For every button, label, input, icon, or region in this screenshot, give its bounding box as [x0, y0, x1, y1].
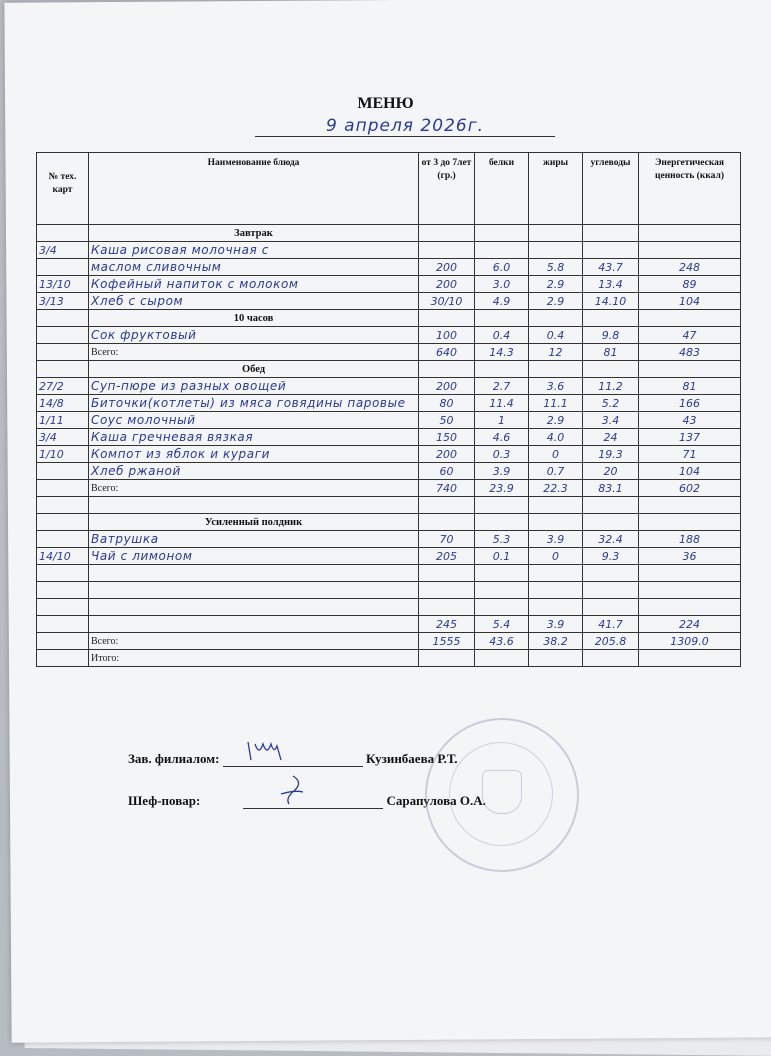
protein-cell: 14.3 [475, 344, 529, 361]
fat-cell: 22.3 [529, 480, 583, 497]
menu-table [36, 152, 741, 667]
energy-cell: 224 [639, 616, 741, 633]
portion-cell: 200 [419, 378, 475, 395]
empty-cell [419, 497, 475, 514]
section-label: 10 часов [89, 310, 419, 327]
empty-cell [583, 582, 639, 599]
page-title: МЕНЮ [357, 95, 414, 112]
fat-cell: 0 [529, 446, 583, 463]
dish-name-cell: Чай с лимоном [89, 548, 419, 565]
table-row [37, 395, 741, 412]
total-label: Итого: [89, 650, 419, 667]
tech-card-cell [37, 344, 89, 361]
protein-cell: 3.0 [475, 276, 529, 293]
section-empty-cell [475, 225, 529, 242]
total-row [37, 480, 741, 497]
section-card-cell [37, 310, 89, 327]
fat-cell: 3.6 [529, 378, 583, 395]
table-row [37, 327, 741, 344]
portion-cell: 50 [419, 412, 475, 429]
portion-cell: 740 [419, 480, 475, 497]
header-energy: Энергетическая ценность (ккал) [639, 153, 741, 225]
table-row [37, 548, 741, 565]
tech-card-cell: 14/8 [37, 395, 89, 412]
section-empty-cell [639, 310, 741, 327]
empty-cell [583, 565, 639, 582]
total-label: Всего: [89, 633, 419, 650]
protein-cell: 2.7 [475, 378, 529, 395]
protein-cell: 4.6 [475, 429, 529, 446]
section-empty-cell [419, 514, 475, 531]
section-row [37, 310, 741, 327]
dish-name-cell: Каша гречневая вязкая [89, 429, 419, 446]
menu-date: 9 апреля 2026г. [255, 118, 555, 137]
empty-cell [639, 565, 741, 582]
empty-cell [37, 582, 89, 599]
protein-cell: 0.3 [475, 446, 529, 463]
empty-cell [475, 599, 529, 616]
head-name: Кузинбаева Р.Т. [366, 751, 458, 766]
section-empty-cell [529, 310, 583, 327]
total-row [37, 344, 741, 361]
empty-cell [419, 565, 475, 582]
section-empty-cell [475, 514, 529, 531]
tech-card-cell [37, 480, 89, 497]
carbs-cell: 11.2 [583, 378, 639, 395]
portion-cell: 200 [419, 259, 475, 276]
portion-cell: 200 [419, 446, 475, 463]
table-row [37, 293, 741, 310]
blank-row [37, 599, 741, 616]
table-row [37, 463, 741, 480]
table-row [37, 412, 741, 429]
protein-cell [475, 242, 529, 259]
tech-card-cell [37, 633, 89, 650]
energy-cell [639, 650, 741, 667]
protein-cell [475, 650, 529, 667]
table-row [37, 531, 741, 548]
energy-cell: 47 [639, 327, 741, 344]
header-dish-name: Наименование блюда [89, 153, 419, 225]
tech-card-cell [37, 463, 89, 480]
protein-cell: 5.3 [475, 531, 529, 548]
dish-name-cell: Хлеб ржаной [89, 463, 419, 480]
protein-cell: 1 [475, 412, 529, 429]
head-signature-line [223, 748, 363, 767]
total-row [37, 650, 741, 667]
chef-signature-scribble-icon [273, 772, 313, 806]
section-empty-cell [419, 310, 475, 327]
carbs-cell: 19.3 [583, 446, 639, 463]
protein-cell: 0.4 [475, 327, 529, 344]
empty-cell [419, 582, 475, 599]
energy-cell: 137 [639, 429, 741, 446]
dish-name-cell: маслом сливочным [89, 259, 419, 276]
portion-cell: 205 [419, 548, 475, 565]
header-portion: от 3 до 7лет (гр.) [419, 153, 475, 225]
header-protein: белки [475, 153, 529, 225]
empty-cell [475, 582, 529, 599]
portion-cell [419, 650, 475, 667]
portion-cell: 200 [419, 276, 475, 293]
carbs-cell: 20 [583, 463, 639, 480]
fat-cell: 12 [529, 344, 583, 361]
protein-cell: 4.9 [475, 293, 529, 310]
section-empty-cell [475, 361, 529, 378]
empty-cell [639, 582, 741, 599]
chef-name: Сарапулова О.А. [386, 793, 486, 808]
section-empty-cell [583, 361, 639, 378]
carbs-cell: 9.3 [583, 548, 639, 565]
portion-cell [419, 242, 475, 259]
tech-card-cell: 27/2 [37, 378, 89, 395]
portion-cell: 60 [419, 463, 475, 480]
carbs-cell: 9.8 [583, 327, 639, 344]
fat-cell: 3.9 [529, 616, 583, 633]
energy-cell: 43 [639, 412, 741, 429]
dish-name-cell: Компот из яблок и кураги [89, 446, 419, 463]
fat-cell: 0 [529, 548, 583, 565]
energy-cell: 248 [639, 259, 741, 276]
energy-cell: 1309.0 [639, 633, 741, 650]
empty-cell [89, 599, 419, 616]
dish-name-cell: Суп-пюре из разных овощей [89, 378, 419, 395]
blank-row [37, 565, 741, 582]
dish-name-cell: Хлеб с сыром [89, 293, 419, 310]
empty-cell [37, 497, 89, 514]
section-empty-cell [529, 225, 583, 242]
section-empty-cell [639, 361, 741, 378]
tech-card-cell: 3/4 [37, 242, 89, 259]
carbs-cell: 41.7 [583, 616, 639, 633]
section-empty-cell [583, 225, 639, 242]
energy-cell: 602 [639, 480, 741, 497]
section-empty-cell [419, 225, 475, 242]
empty-cell [89, 565, 419, 582]
dish-name-cell: Сок фруктовый [89, 327, 419, 344]
section-row [37, 514, 741, 531]
energy-cell [639, 242, 741, 259]
tech-card-cell [37, 531, 89, 548]
empty-cell [529, 497, 583, 514]
tech-card-cell [37, 327, 89, 344]
carbs-cell: 83.1 [583, 480, 639, 497]
empty-cell [583, 599, 639, 616]
energy-cell: 104 [639, 463, 741, 480]
fat-cell: 0.7 [529, 463, 583, 480]
table-row [37, 446, 741, 463]
section-label: Усиленный полдник [89, 514, 419, 531]
carbs-cell: 24 [583, 429, 639, 446]
total-row [37, 633, 741, 650]
empty-cell [37, 599, 89, 616]
table-row [37, 259, 741, 276]
stamp-emblem-icon [482, 770, 522, 814]
protein-cell: 43.6 [475, 633, 529, 650]
blank-row [37, 582, 741, 599]
section-card-cell [37, 514, 89, 531]
fat-cell: 5.8 [529, 259, 583, 276]
energy-cell: 104 [639, 293, 741, 310]
fat-cell: 2.9 [529, 412, 583, 429]
tech-card-cell: 1/11 [37, 412, 89, 429]
empty-cell [475, 497, 529, 514]
dish-name-cell: Соус молочный [89, 412, 419, 429]
dish-name-cell: Ватрушка [89, 531, 419, 548]
portion-cell: 30/10 [419, 293, 475, 310]
section-empty-cell [583, 310, 639, 327]
table-row [37, 276, 741, 293]
dish-name-cell [89, 616, 419, 633]
dish-name-cell: Кофейный напиток с молоком [89, 276, 419, 293]
table-header-row [37, 153, 741, 225]
energy-cell: 483 [639, 344, 741, 361]
carbs-cell: 14.10 [583, 293, 639, 310]
empty-cell [529, 582, 583, 599]
energy-cell: 81 [639, 378, 741, 395]
empty-cell [639, 599, 741, 616]
portion-cell: 1555 [419, 633, 475, 650]
energy-cell: 89 [639, 276, 741, 293]
portion-cell: 70 [419, 531, 475, 548]
tech-card-cell: 1/10 [37, 446, 89, 463]
carbs-cell: 5.2 [583, 395, 639, 412]
round-stamp [425, 718, 579, 872]
section-empty-cell [639, 514, 741, 531]
total-label: Всего: [89, 344, 419, 361]
head-label: Зав. филиалом: [128, 751, 220, 766]
carbs-cell: 3.4 [583, 412, 639, 429]
energy-cell: 71 [639, 446, 741, 463]
fat-cell: 11.1 [529, 395, 583, 412]
carbs-cell: 13.4 [583, 276, 639, 293]
tech-card-cell [37, 259, 89, 276]
section-label: Обед [89, 361, 419, 378]
section-empty-cell [639, 225, 741, 242]
portion-cell: 640 [419, 344, 475, 361]
fat-cell: 2.9 [529, 293, 583, 310]
empty-cell [583, 497, 639, 514]
empty-cell [529, 565, 583, 582]
portion-cell: 100 [419, 327, 475, 344]
fat-cell: 2.9 [529, 276, 583, 293]
section-row [37, 361, 741, 378]
head-signature-scribble-icon [243, 734, 303, 764]
protein-cell: 11.4 [475, 395, 529, 412]
portion-cell: 80 [419, 395, 475, 412]
protein-cell: 3.9 [475, 463, 529, 480]
dish-name-cell: Каша рисовая молочная с [89, 242, 419, 259]
chef-label: Шеф-повар: [128, 793, 201, 808]
chef-signature-line [243, 790, 383, 809]
protein-cell: 23.9 [475, 480, 529, 497]
empty-cell [475, 565, 529, 582]
section-empty-cell [529, 361, 583, 378]
carbs-cell: 81 [583, 344, 639, 361]
tech-card-cell: 3/4 [37, 429, 89, 446]
section-empty-cell [419, 361, 475, 378]
table-row [37, 378, 741, 395]
section-label: Завтрак [89, 225, 419, 242]
fat-cell: 38.2 [529, 633, 583, 650]
empty-cell [89, 497, 419, 514]
energy-cell: 188 [639, 531, 741, 548]
header-carbs: углеводы [583, 153, 639, 225]
portion-cell: 245 [419, 616, 475, 633]
section-card-cell [37, 361, 89, 378]
dish-name-cell: Биточки(котлеты) из мяса говядины паровые [89, 395, 419, 412]
tech-card-cell [37, 650, 89, 667]
carbs-cell: 43.7 [583, 259, 639, 276]
protein-cell: 5.4 [475, 616, 529, 633]
head-signature-block [128, 748, 458, 767]
table-row [37, 616, 741, 633]
fat-cell: 3.9 [529, 531, 583, 548]
fat-cell: 4.0 [529, 429, 583, 446]
blank-row [37, 497, 741, 514]
header-tech-card: № тех. карт [37, 153, 89, 225]
tech-card-cell: 3/13 [37, 293, 89, 310]
section-row [37, 225, 741, 242]
tech-card-cell [37, 616, 89, 633]
tech-card-cell: 14/10 [37, 548, 89, 565]
section-empty-cell [475, 310, 529, 327]
tech-card-cell: 13/10 [37, 276, 89, 293]
section-empty-cell [583, 514, 639, 531]
empty-cell [89, 582, 419, 599]
fat-cell: 0.4 [529, 327, 583, 344]
carbs-cell: 32.4 [583, 531, 639, 548]
table-row [37, 242, 741, 259]
empty-cell [529, 599, 583, 616]
header-fat: жиры [529, 153, 583, 225]
fat-cell [529, 650, 583, 667]
carbs-cell: 205.8 [583, 633, 639, 650]
empty-cell [37, 565, 89, 582]
table-row [37, 429, 741, 446]
energy-cell: 36 [639, 548, 741, 565]
empty-cell [419, 599, 475, 616]
protein-cell: 0.1 [475, 548, 529, 565]
total-label: Всего: [89, 480, 419, 497]
empty-cell [639, 497, 741, 514]
carbs-cell [583, 242, 639, 259]
section-card-cell [37, 225, 89, 242]
portion-cell: 150 [419, 429, 475, 446]
section-empty-cell [529, 514, 583, 531]
energy-cell: 166 [639, 395, 741, 412]
carbs-cell [583, 650, 639, 667]
fat-cell [529, 242, 583, 259]
protein-cell: 6.0 [475, 259, 529, 276]
